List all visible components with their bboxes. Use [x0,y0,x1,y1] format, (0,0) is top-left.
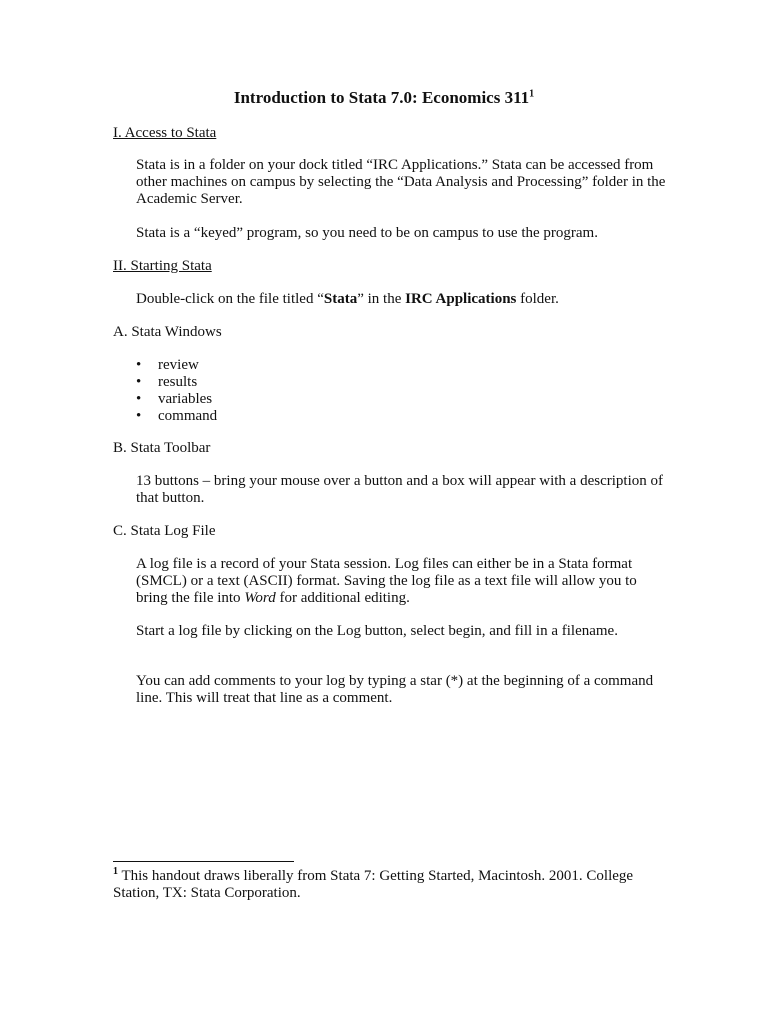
section-heading-starting: II. Starting Stata [113,258,212,274]
list-item: • command [136,408,217,425]
logfile-text-1: A log file is a record of your Stata session. Log files can either be in a Stata format (SMCL) or a text (ASCII) format. Saving the log file as a text file will allow you to bring the file into [136,556,637,606]
logfile-italic-word: Word [244,590,276,606]
starting-text-1: Double-click on the file titled “ [136,291,324,307]
section-heading-windows: A. Stata Windows [113,324,222,340]
list-item: • review [136,357,217,374]
footnote [113,868,673,902]
title-footnote-ref: 1 [529,88,535,100]
access-paragraph-1: Stata is in a folder on your dock titled “IRC Applications.” Stata can be accessed from other machines on campus by selecting the “Data Analysis and Processing” folder in the Academic Server. [136,157,666,207]
section-heading-access: I. Access to Stata [113,125,217,141]
logfile-text-2: for additional editing. [275,590,410,606]
list-item: • variables [136,391,217,408]
list-item: • results [136,374,217,391]
logfile-paragraph-3: You can add comments to your log by typing a star (*) at the beginning of a command line. This will treat that line as a comment. [136,673,654,706]
footnote-marker: 1 [113,866,118,877]
toolbar-paragraph: 13 buttons – bring your mouse over a button and a box will appear with a description of that button. [136,473,663,506]
title-text: Introduction to Stata 7.0: Economics 311 [233,88,530,107]
footnote-text: This handout draws liberally from Stata 7: Getting Started, Macintosh. 2001. College Station, TX: Stata Corporation. [113,868,634,901]
footnote-divider [113,861,294,862]
logfile-paragraph-2: Start a log file by clicking on the Log button, select begin, and fill in a filename. [136,623,618,639]
access-paragraph-2: Stata is a “keyed” program, so you need to be on campus to use the program. [136,225,598,241]
windows-list [136,357,217,425]
starting-text-2: ” in the [357,291,406,307]
section-heading-toolbar: B. Stata Toolbar [113,440,211,456]
logfile-paragraph-1 [136,556,666,607]
section-heading-logfile: C. Stata Log File [113,523,216,539]
starting-paragraph [136,291,666,308]
starting-bold-stata: Stata [323,291,358,307]
starting-text-3: folder. [516,291,559,307]
starting-bold-irc: IRC Applications [405,291,517,307]
page-title [0,88,768,108]
